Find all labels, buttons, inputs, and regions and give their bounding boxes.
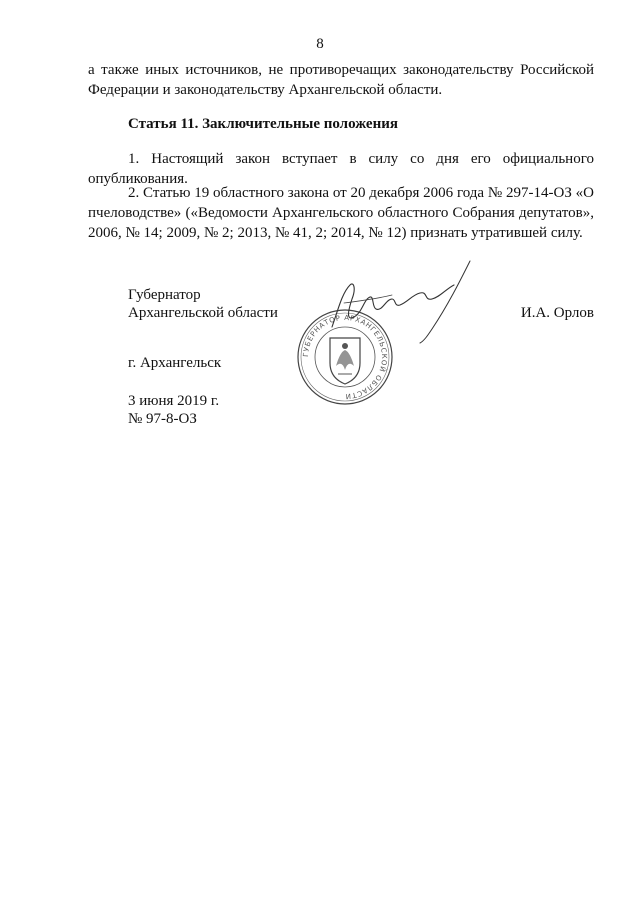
article-item-1: 1. Настоящий закон вступает в силу со дня его официального опубликования.	[88, 151, 594, 187]
signer-position-line-2: Архангельской области	[128, 305, 278, 321]
signer-position-line-1: Губернатор	[128, 287, 201, 303]
article-title: Статья 11. Заключительные положения	[128, 116, 398, 132]
signer-name: И.А. Орлов	[520, 305, 594, 321]
handwritten-signature	[320, 255, 490, 345]
seal-ring-text: ГУБЕРНАТОР АРХАНГЕЛЬСКОЙ ОБЛАСТИ	[301, 313, 389, 401]
article-item-2: 2. Статью 19 областного закона от 20 декабря 2006 года № 297-14-ОЗ «О пчеловодстве» («Ведомости Архангельского областного Собрания депутатов», 2006, № 14; 2009, № 2; 2013, № 41, 2; 2014, № 12) признать утратившей силу.	[88, 185, 594, 241]
lead-paragraph: а также иных источников, не противоречащих законодательству Российской Федерации и законодательству Архангельской области.	[88, 62, 594, 98]
page-number: 8	[316, 36, 324, 52]
signing-place: г. Архангельск	[128, 355, 222, 371]
signing-date: 3 июня 2019 г.	[128, 393, 220, 409]
law-number: № 97-8-ОЗ	[128, 411, 197, 427]
